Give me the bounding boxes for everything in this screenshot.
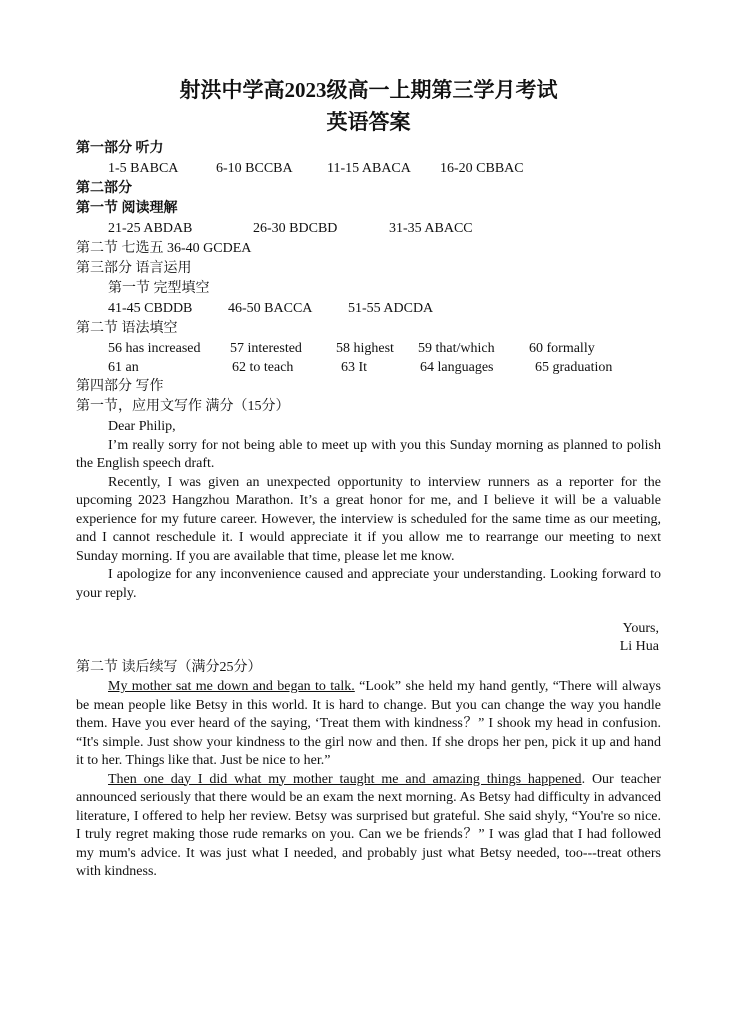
grammar-answer: 58 highest — [336, 341, 394, 356]
story-opening-sentence: Then one day I did what my mother taught me and amazing things happened — [108, 771, 582, 787]
document-subtitle: 英语答案 — [326, 110, 411, 134]
grammar-answer: 63 It — [341, 360, 368, 375]
letter-greeting: Dear Philip, — [108, 419, 176, 434]
grammar-answer: 60 formally — [529, 341, 595, 356]
part1-heading: 第一部分 听力 — [76, 141, 164, 156]
answer-group: 21-25 ABDAB — [108, 221, 193, 236]
answer-group: 31-35 ABACC — [389, 221, 473, 236]
letter-body — [76, 418, 661, 603]
part2-section2: 第二节 七选五 36-40 GCDEA — [76, 241, 252, 256]
letter-paragraph: I’m really sorry for not being able to meet up with you this Sunday morning as planned to polish the English speech draft. — [76, 437, 661, 471]
story-opening-sentence: My mother sat me down and began to talk. — [108, 679, 355, 694]
answer-group: 11-15 ABACA — [327, 161, 411, 176]
letter-paragraph: I apologize for any inconvenience caused and appreciate your understanding. Looking forward to your reply. — [76, 567, 661, 601]
part3-section1-heading: 第一节 完型填空 — [108, 281, 210, 296]
document-title: 射洪中学高2023级高一上期第三学月考试 — [179, 78, 558, 102]
answer-group: 1-5 BABCA — [108, 161, 179, 176]
grammar-answer: 59 that/which — [418, 341, 495, 356]
letter-closing: Yours, — [622, 621, 659, 636]
answer-group: 46-50 BACCA — [228, 301, 313, 316]
grammar-answer: 65 graduation — [535, 360, 613, 375]
part3-heading: 第三部分 语言运用 — [76, 261, 192, 276]
part4-section2-heading: 第二节 读后续写（满分25分） — [76, 660, 262, 675]
story-body — [76, 678, 661, 882]
grammar-answer: 64 languages — [420, 360, 494, 375]
answer-group: 41-45 CBDDB — [108, 301, 193, 316]
story-paragraph — [76, 771, 661, 882]
answer-group: 51-55 ADCDA — [348, 301, 434, 316]
letter-signature: Li Hua — [619, 639, 659, 654]
grammar-answer: 62 to teach — [232, 360, 294, 375]
part2-section1-heading: 第一节 阅读理解 — [76, 201, 178, 216]
part4-heading: 第四部分 写作 — [76, 379, 164, 394]
grammar-answer: 56 has increased — [108, 341, 201, 356]
grammar-answer: 57 interested — [230, 341, 302, 356]
answer-group: 6-10 BCCBA — [216, 161, 293, 176]
part2-heading: 第二部分 — [76, 181, 132, 196]
answer-group: 16-20 CBBAC — [440, 161, 524, 176]
grammar-answer: 61 an — [108, 360, 139, 375]
answer-group: 26-30 BDCBD — [253, 221, 338, 236]
part4-section1-heading: 第一节，应用文写作 满分（15分） — [76, 399, 290, 414]
story-paragraph — [76, 678, 661, 771]
story-text: “Look” she held my hand gently, “There will always be mean people like Betsy in this world. It is hard to change. But you can change the way you handle them. Have you ever heard of the saying, ‘Treat them with kindness？” I shook my head in confusion. “It's simple. Just show your kindness to the girl now and then. If she drops her pen, pick it up and hand it to her. Things like that. Just be nice to her.” — [76, 679, 661, 768]
story-text: . Our teacher announced seriously that there would be an exam the next morning. As Betsy had difficulty in advanced literature, I offered to help her review. Betsy was surprised but grateful. She said shyly, “You're so nice. I truly regret making those rude remarks on you. Can we be friends？” I was glad that I had followed my mum's advice. It was just what I needed, and probably just what Betsy needed, too---treat others with kindness. — [76, 771, 662, 879]
letter-paragraph: Recently, I was given an unexpected opportunity to interview runners as a reporter for the upcoming 2023 Hangzhou Marathon. It’s a great honor for me, and I believe it will be a valuable experience for my future career. However, the interview is scheduled for the same time as our meeting, and I cannot reschedule it. I would appreciate it if you allow me to rearrange our meeting to next Sunday morning. If you are available that time, please let me know. — [76, 474, 661, 564]
part3-section2-heading: 第二节 语法填空 — [76, 321, 178, 336]
